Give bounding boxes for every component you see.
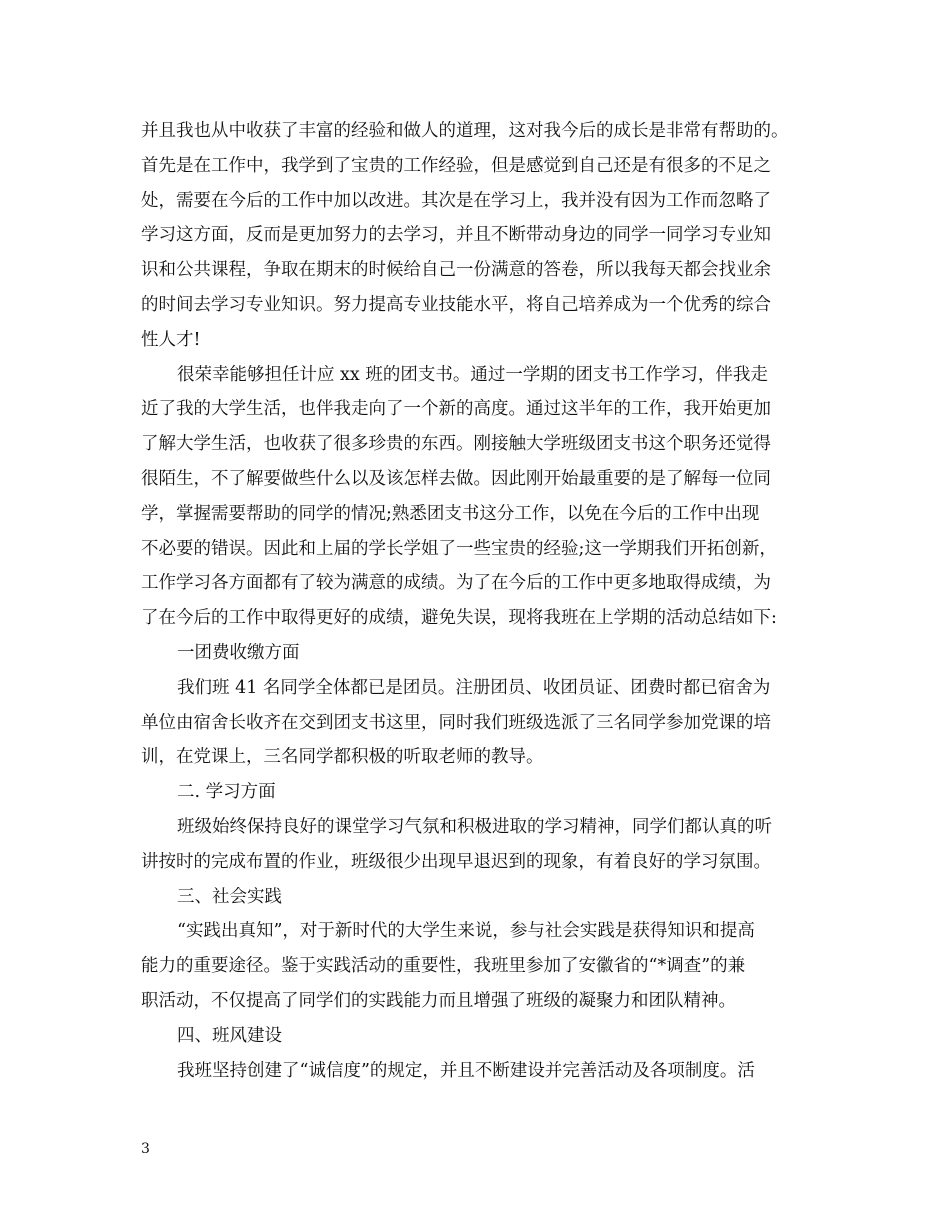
text-line: 学，掌握需要帮助的同学的情况;熟悉团支书这分工作，以免在今后的工作中出现: [141, 503, 760, 524]
text-line: 训，在党课上，三名同学都积极的听取老师的教导。: [141, 747, 544, 768]
text-line: 首先是在工作中，我学到了宝贵的工作经验，但是感觉到自己还是有很多的不足之: [141, 155, 771, 176]
text-line: 职活动，不仅提高了同学们的实践能力而且增强了班级的凝聚力和团队精神。: [141, 990, 736, 1011]
text-line: 我班坚持创建了“诚信度”的规定，并且不断建设并完善活动及各项制度。活: [177, 1060, 755, 1081]
text-line: 工作学习各方面都有了较为满意的成绩。为了在今后的工作中更多地取得成绩，为: [141, 573, 771, 594]
text-line: 了在今后的工作中取得更好的成绩，避免失误，现将我班在上学期的活动总结如下:: [141, 608, 777, 629]
text-line: 识和公共课程，争取在期末的时候给自己一份满意的答卷，所以我每天都会找业余: [141, 260, 771, 281]
text-line: 并且我也从中收获了丰富的经验和做人的道理，这对我今后的成长是非常有帮助的。: [141, 121, 789, 141]
text-line: 讲按时的完成布置的作业，班级很少出现早退迟到的现象，有着良好的学习氛围。: [141, 851, 771, 872]
text-line: 三、社会实践: [177, 886, 282, 907]
text-line: 我们班 41 名同学全体都已是团员。注册团员、收团员证、团费时都已宿舍为: [177, 677, 771, 698]
page-number: 3: [141, 1141, 150, 1157]
text-line: 能力的重要途径。鉴于实践活动的重要性，我班里参加了安徽省的“*调查”的兼: [141, 956, 746, 977]
text-line: “实践出真知”，对于新时代的大学生来说，参与社会实践是获得知识和提高: [177, 921, 755, 942]
text-line: 很荣幸能够担任计应 xx 班的团支书。通过一学期的团支书工作学习，伴我走: [177, 364, 768, 385]
text-line: 四、班风建设: [177, 1025, 282, 1046]
text-line: 二. 学习方面: [177, 782, 276, 803]
text-line: 性人才!: [141, 329, 201, 350]
text-line: 很陌生，不了解要做些什么以及该怎样去做。因此刚开始最重要的是了解每一位同: [141, 468, 771, 489]
text-line: 学习这方面，反而是更加努力的去学习，并且不断带动身边的同学一同学习专业知: [141, 225, 771, 246]
text-line: 处，需要在今后的工作中加以改进。其次是在学习上，我并没有因为工作而忽略了: [141, 190, 771, 211]
text-line: 近了我的大学生活，也伴我走向了一个新的高度。通过这半年的工作，我开始更加: [141, 399, 771, 420]
document-body: [141, 114, 821, 1088]
text-line: 一团费收缴方面: [177, 642, 300, 663]
text-line: 不必要的错误。因此和上届的学长学姐了一些宝贵的经验;这一学期我们开拓创新，: [141, 538, 777, 559]
text-line: 了解大学生活，也收获了很多珍贵的东西。刚接触大学班级团支书这个职务还觉得: [141, 434, 771, 455]
text-line: 的时间去学习专业知识。努力提高专业技能水平，将自己培养成为一个优秀的综合: [141, 294, 771, 315]
text-line: 班级始终保持良好的课堂学习气氛和积极进取的学习精神，同学们都认真的听: [177, 816, 772, 837]
text-line: 单位由宿舍长收齐在交到团支书这里，同时我们班级选派了三名同学参加党课的培: [141, 712, 771, 733]
